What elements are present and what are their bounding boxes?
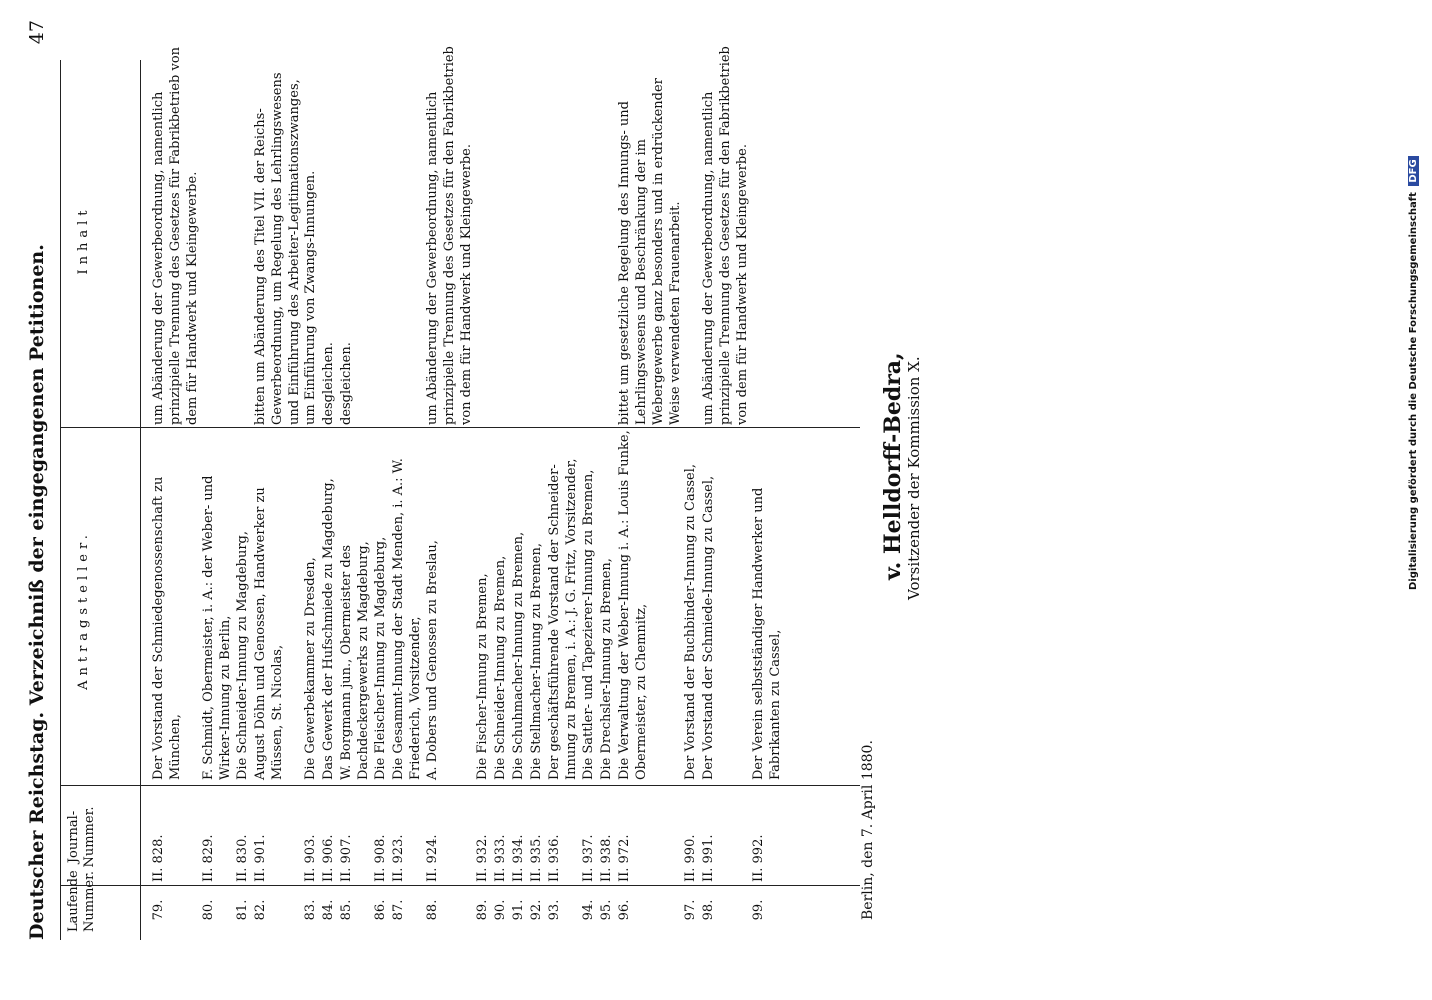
row-lfd: 97. (683, 899, 698, 921)
row-journal: II. 933. (493, 834, 508, 882)
row-journal: II. 932. (475, 834, 490, 882)
col-journal-header: Journal-Nummer. (66, 806, 97, 868)
row-antragsteller: Der geschäftsführende Vorstand der Schneider-Innung zu Bremen, i. A.: J. G. Fritz, Vorsitzender, (547, 458, 579, 780)
row-lfd: 80. (201, 899, 216, 921)
row-journal: II. 992. (751, 834, 766, 882)
sidebar-credit-text: Digitalisierung gefördert durch die Deutsche Forschungsgemeinschaft (1408, 192, 1419, 590)
row-antragsteller: Die Gewerbekammer zu Dresden, (303, 557, 318, 780)
row-journal: II. 972. (617, 834, 632, 882)
row-inhalt: um Einführung von Zwangs-Innungen. (303, 170, 318, 425)
row-antragsteller: Der Vorstand der Buchbinder-Innung zu Cassel, (683, 463, 698, 780)
row-lfd: 79. (151, 899, 166, 921)
row-journal: II. 828. (151, 834, 166, 882)
row-inhalt: bitten um Abänderung des Titel VII. der Reichs-Gewerbeordnung, um Regelung des Lehrlingswesens und Einführung des Arbeiter-Legitimationszwanges, (253, 72, 302, 425)
row-journal: II. 935. (529, 834, 544, 882)
row-antragsteller: Die Fischer-Innung zu Bremen, (475, 573, 490, 780)
col-inhalt-header: Inhalt (76, 205, 91, 275)
row-inhalt: desgleichen. (339, 342, 354, 425)
row-lfd: 94. (581, 899, 596, 921)
row-inhalt: bittet um gesetzliche Regelung des Innungs- und Lehrlingswesens und Beschränkung der im Webergewerbe ganz besonders und in erdrückender Weise verwendeten Frauenarbeit. (617, 78, 683, 425)
col-antragsteller-header: Antragsteller. (76, 530, 91, 690)
row-lfd: 83. (303, 899, 318, 921)
signature-role: Vorsitzender der Kommission X. (905, 356, 923, 600)
row-journal: II. 924. (425, 834, 440, 882)
row-antragsteller: Die Schneider-Innung zu Bremen, (493, 555, 508, 780)
row-lfd: 84. (321, 899, 336, 921)
row-lfd: 82. (253, 899, 268, 921)
row-lfd: 89. (475, 899, 490, 921)
row-journal: II. 938. (599, 834, 614, 882)
col-lfd-header: Laufende Nummer. (66, 870, 97, 932)
row-antragsteller: Der Vorstand der Schmiede-Innung zu Cassel, (701, 475, 716, 780)
row-journal: II. 906. (321, 834, 336, 882)
row-inhalt: um Abänderung der Gewerbeordnung, namentlich prinzipielle Trennung des Gesetzes für den Fabrikbetrieb von dem für Handwerk und Kleingewerbe. (425, 46, 474, 425)
signature: v. Helldorff-Bedra, (880, 352, 906, 580)
col-separator-3 (60, 427, 860, 428)
row-journal: II. 907. (339, 834, 354, 882)
row-lfd: 98. (701, 899, 716, 921)
row-lfd: 92. (529, 899, 544, 921)
row-journal: II. 990. (683, 834, 698, 882)
row-journal: II. 934. (511, 834, 526, 882)
row-antragsteller: Der Vorstand der Schmiedegenossenschaft zu München, (151, 476, 183, 780)
row-antragsteller: F. Schmidt, Obermeister, i. A.: der Weber- und Wirker-Innung zu Berlin, (201, 475, 233, 780)
row-lfd: 88. (425, 899, 440, 921)
header-rule (60, 60, 61, 940)
row-lfd: 91. (511, 899, 526, 921)
row-inhalt: um Abänderung der Gewerbeordnung, namentlich prinzipielle Trennung des Gesetzes für Fabrikbetrieb von dem für Handwerk und Kleingewerbe. (151, 46, 200, 425)
row-antragsteller: Die Gesammt-Innung der Stadt Menden, i. A.: W. Friederich, Vorsitzender, (391, 458, 423, 780)
row-journal: II. 901. (253, 834, 268, 882)
sidebar-credit (1408, 10, 1424, 590)
row-lfd: 85. (339, 899, 354, 921)
row-antragsteller: Die Stellmacher-Innung zu Bremen, (529, 543, 544, 780)
col-separator-1 (60, 885, 860, 886)
row-lfd: 93. (547, 899, 562, 921)
row-antragsteller: Der Verein selbstständiger Handwerker und Fabrikanten zu Cassel, (751, 487, 783, 780)
row-journal: II. 830. (235, 834, 250, 882)
row-lfd: 81. (235, 899, 250, 921)
row-antragsteller: Die Schneider-Innung zu Magdeburg, (235, 530, 250, 780)
row-antragsteller: August Döhn und Genossen, Handwerker zu Müssen, St. Nicolas, (253, 487, 285, 780)
col-separator-2 (60, 785, 860, 786)
header-title: Deutscher Reichstag. Verzeichniß der eingegangenen Petitionen. (26, 244, 48, 940)
colhead-rule (140, 60, 141, 940)
row-inhalt: um Abänderung der Gewerbeordnung, namentlich prinzipielle Trennung des Gesetzes für den Fabrikbetrieb von dem für Handwerk und Kleingewerbe. (701, 46, 750, 425)
row-lfd: 99. (751, 899, 766, 921)
row-lfd: 90. (493, 899, 508, 921)
row-lfd: 86. (373, 899, 388, 921)
row-antragsteller: Die Verwaltung der Weber-Innung i. A.: Louis Funke, Obermeister, zu Chemnitz, (617, 430, 649, 780)
row-antragsteller: A. Dobers und Genossen zu Breslau, (425, 540, 440, 780)
row-journal: II. 937. (581, 834, 596, 882)
row-lfd: 96. (617, 899, 632, 921)
row-inhalt: desgleichen. (321, 342, 336, 425)
row-lfd: 87. (391, 899, 406, 921)
row-antragsteller: Die Drechsler-Innung zu Bremen, (599, 558, 614, 780)
page-number: 47 (26, 20, 48, 45)
footer-date: Berlin, den 7. April 1880. (860, 740, 876, 920)
row-antragsteller: Die Fleischer-Innung zu Magdeburg, (373, 536, 388, 780)
row-lfd: 95. (599, 899, 614, 921)
row-journal: II. 903. (303, 834, 318, 882)
row-journal: II. 908. (373, 834, 388, 882)
row-journal: II. 829. (201, 834, 216, 882)
row-antragsteller: Die Schuhmacher-Innung zu Bremen, (511, 531, 526, 780)
row-journal: II. 991. (701, 834, 716, 882)
row-journal: II. 936. (547, 834, 562, 882)
row-journal: II. 923. (391, 834, 406, 882)
page-header (18, 20, 58, 940)
sidebar-text (1408, 10, 1419, 590)
row-antragsteller: W. Borgmann jun., Obermeister des Dachdeckergewerks zu Magdeburg, (339, 541, 371, 780)
row-antragsteller: Die Sattler- und Tapezierer-Innung zu Bremen, (581, 469, 596, 780)
row-antragsteller: Das Gewerk der Hufschmiede zu Magdeburg, (321, 478, 336, 780)
dfg-logo-icon: DFG (1408, 156, 1419, 185)
